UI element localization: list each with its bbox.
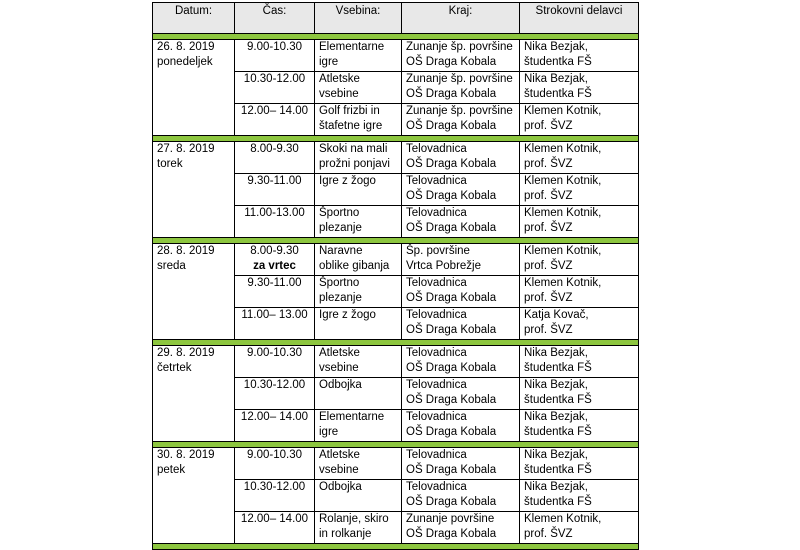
- cell-line: OŠ Draga Kobala: [406, 426, 497, 438]
- cell-line: Atletske: [319, 449, 360, 461]
- content-cell: [315, 72, 402, 104]
- time-note: za vrtec: [253, 260, 296, 272]
- cell-line: Zunanje šp. površine: [406, 41, 513, 53]
- staff-cell: [520, 206, 639, 238]
- date-cell: [153, 142, 235, 238]
- cell-line: študentka FŠ: [524, 88, 592, 100]
- content-cell: [315, 104, 402, 136]
- cell-line: Klemen Kotnik,: [524, 207, 602, 219]
- cell-line: Nika Bezjak,: [524, 411, 588, 423]
- cell-line: Telovadnica: [406, 277, 467, 289]
- cell-line: Telovadnica: [406, 411, 467, 423]
- cell-line: študentka FŠ: [524, 426, 592, 438]
- cell-line: vsebine: [319, 88, 359, 100]
- time-value: 9.00-10.30: [247, 41, 302, 53]
- cell-line: prof. ŠVZ: [524, 120, 573, 132]
- staff-cell: [520, 40, 639, 72]
- cell-line: plezanje: [319, 222, 362, 234]
- table-row: [153, 244, 639, 276]
- time-cell: [235, 40, 315, 72]
- time-value: 12.00– 14.00: [240, 105, 309, 117]
- date-cell: [153, 244, 235, 340]
- time-value: 12.00– 14.00: [240, 513, 309, 525]
- time-value: 12.00– 14.00: [240, 411, 309, 423]
- cell-line: Nika Bezjak,: [524, 41, 588, 53]
- content-cell: [315, 244, 402, 276]
- cell-line: prožni ponjavi: [319, 158, 390, 170]
- weekday-value: torek: [157, 158, 183, 170]
- staff-cell: [520, 410, 639, 442]
- cell-line: Nika Bezjak,: [524, 379, 588, 391]
- cell-line: in rolkanje: [319, 528, 372, 540]
- header-place: Kraj:: [402, 3, 520, 34]
- table-row: [153, 142, 639, 174]
- cell-line: študentka FŠ: [524, 496, 592, 508]
- header-row: [153, 3, 639, 34]
- place-cell: [402, 206, 520, 238]
- staff-cell: [520, 276, 639, 308]
- cell-line: Rolanje, skiro: [319, 513, 389, 525]
- staff-cell: [520, 308, 639, 340]
- cell-line: prof. ŠVZ: [524, 190, 573, 202]
- time-value: 11.00– 13.00: [241, 309, 308, 321]
- date-value: 27. 8. 2019: [157, 143, 215, 155]
- cell-line: Odbojka: [319, 481, 362, 493]
- cell-line: Športno: [319, 207, 360, 219]
- date-value: 29. 8. 2019: [157, 347, 215, 359]
- day-separator: [153, 544, 639, 550]
- cell-line: Klemen Kotnik,: [524, 175, 602, 187]
- time-cell: [235, 512, 315, 544]
- cell-line: prof. ŠVZ: [524, 222, 573, 234]
- time-value: 8.00-9.30: [250, 245, 299, 257]
- cell-line: Klemen Kotnik,: [524, 105, 602, 117]
- cell-line: Odbojka: [319, 379, 362, 391]
- content-cell: [315, 346, 402, 378]
- staff-cell: [520, 512, 639, 544]
- time-value: 10.30-12.00: [243, 379, 306, 391]
- time-cell: [235, 244, 315, 276]
- place-cell: [402, 346, 520, 378]
- cell-line: Telovadnica: [406, 143, 467, 155]
- time-cell: [235, 276, 315, 308]
- time-value: 11.00-13.00: [244, 207, 305, 219]
- date-value: 26. 8. 2019: [157, 41, 215, 53]
- time-value: 8.00-9.30: [250, 143, 299, 155]
- cell-line: OŠ Draga Kobala: [406, 292, 497, 304]
- time-value: 9.00-10.30: [247, 449, 302, 461]
- place-cell: [402, 378, 520, 410]
- cell-line: Elementarne: [319, 411, 385, 423]
- staff-cell: [520, 448, 639, 480]
- cell-line: Zunanje šp. površine: [406, 105, 513, 117]
- content-cell: [315, 174, 402, 206]
- cell-line: študentka FŠ: [524, 362, 592, 374]
- header-staff: Strokovni delavci: [520, 3, 639, 34]
- cell-line: Telovadnica: [406, 207, 467, 219]
- cell-line: Nika Bezjak,: [524, 73, 588, 85]
- cell-line: oblike gibanja: [319, 260, 390, 272]
- cell-line: Elementarne: [319, 41, 385, 53]
- content-cell: [315, 378, 402, 410]
- cell-line: igre: [319, 426, 339, 438]
- cell-line: Atletske: [319, 73, 360, 85]
- time-cell: [235, 410, 315, 442]
- cell-line: študentka FŠ: [524, 56, 592, 68]
- cell-line: Športno: [319, 277, 360, 289]
- cell-line: Nika Bezjak,: [524, 449, 588, 461]
- staff-cell: [520, 142, 639, 174]
- cell-line: Telovadnica: [406, 309, 467, 321]
- time-cell: [235, 206, 315, 238]
- weekday-value: ponedeljek: [157, 56, 213, 68]
- cell-line: OŠ Draga Kobala: [406, 324, 497, 336]
- cell-line: prof. ŠVZ: [524, 292, 573, 304]
- cell-line: študentka FŠ: [524, 394, 592, 406]
- cell-line: OŠ Draga Kobala: [406, 394, 497, 406]
- cell-line: Igre z žogo: [319, 175, 376, 187]
- cell-line: študentka FŠ: [524, 464, 592, 476]
- date-value: 30. 8. 2019: [157, 449, 215, 461]
- place-cell: [402, 276, 520, 308]
- time-cell: [235, 480, 315, 512]
- content-cell: [315, 448, 402, 480]
- cell-line: OŠ Draga Kobala: [406, 464, 497, 476]
- cell-line: Klemen Kotnik,: [524, 143, 602, 155]
- date-cell: [153, 346, 235, 442]
- time-value: 10.30-12.00: [243, 481, 306, 493]
- cell-line: Atletske: [319, 347, 360, 359]
- time-cell: [235, 448, 315, 480]
- place-cell: [402, 480, 520, 512]
- place-cell: [402, 40, 520, 72]
- cell-line: OŠ Draga Kobala: [406, 190, 497, 202]
- place-cell: [402, 104, 520, 136]
- content-cell: [315, 276, 402, 308]
- cell-line: Telovadnica: [406, 379, 467, 391]
- cell-line: OŠ Draga Kobala: [406, 528, 497, 540]
- date-cell: [153, 448, 235, 544]
- cell-line: vsebine: [319, 464, 359, 476]
- cell-line: Zunanje površine: [406, 513, 495, 525]
- time-cell: [235, 308, 315, 340]
- cell-line: Zunanje šp. površine: [406, 73, 513, 85]
- staff-cell: [520, 346, 639, 378]
- cell-line: Katja Kovač,: [524, 309, 589, 321]
- cell-line: prof. ŠVZ: [524, 528, 573, 540]
- cell-line: prof. ŠVZ: [524, 158, 573, 170]
- cell-line: OŠ Draga Kobala: [406, 56, 497, 68]
- cell-line: prof. ŠVZ: [524, 260, 573, 272]
- cell-line: Šp. površine: [406, 245, 470, 257]
- cell-line: OŠ Draga Kobala: [406, 88, 497, 100]
- cell-line: Klemen Kotnik,: [524, 277, 602, 289]
- staff-cell: [520, 244, 639, 276]
- schedule-body: [153, 34, 639, 550]
- cell-line: Telovadnica: [406, 481, 467, 493]
- content-cell: [315, 480, 402, 512]
- cell-line: Telovadnica: [406, 347, 467, 359]
- place-cell: [402, 244, 520, 276]
- cell-line: Nika Bezjak,: [524, 481, 588, 493]
- staff-cell: [520, 72, 639, 104]
- header-content: Vsebina:: [315, 3, 402, 34]
- place-cell: [402, 72, 520, 104]
- place-cell: [402, 448, 520, 480]
- content-cell: [315, 40, 402, 72]
- content-cell: [315, 410, 402, 442]
- place-cell: [402, 512, 520, 544]
- cell-line: igre: [319, 56, 339, 68]
- cell-line: Vrtca Pobrežje: [406, 260, 481, 272]
- header-time: Čas:: [235, 3, 315, 34]
- table-row: [153, 448, 639, 480]
- content-cell: [315, 142, 402, 174]
- staff-cell: [520, 480, 639, 512]
- cell-line: vsebine: [319, 362, 359, 374]
- staff-cell: [520, 174, 639, 206]
- date-cell: [153, 40, 235, 136]
- cell-line: plezanje: [319, 292, 362, 304]
- cell-line: OŠ Draga Kobala: [406, 362, 497, 374]
- time-cell: [235, 174, 315, 206]
- content-cell: [315, 206, 402, 238]
- schedule-table: [152, 2, 639, 550]
- place-cell: [402, 142, 520, 174]
- staff-cell: [520, 378, 639, 410]
- time-cell: [235, 72, 315, 104]
- place-cell: [402, 308, 520, 340]
- cell-line: Igre z žogo: [319, 309, 376, 321]
- content-cell: [315, 308, 402, 340]
- table-row: [153, 40, 639, 72]
- cell-line: Klemen Kotnik,: [524, 245, 602, 257]
- cell-line: Telovadnica: [406, 449, 467, 461]
- staff-cell: [520, 104, 639, 136]
- cell-line: Golf frizbi in: [319, 105, 380, 117]
- weekday-value: sreda: [157, 260, 186, 272]
- cell-line: OŠ Draga Kobala: [406, 120, 497, 132]
- place-cell: [402, 410, 520, 442]
- place-cell: [402, 174, 520, 206]
- cell-line: OŠ Draga Kobala: [406, 222, 497, 234]
- time-cell: [235, 104, 315, 136]
- cell-line: Klemen Kotnik,: [524, 513, 602, 525]
- cell-line: štafetne igre: [319, 120, 383, 132]
- time-value: 10.30-12.00: [243, 73, 306, 85]
- cell-line: OŠ Draga Kobala: [406, 496, 497, 508]
- time-value: 9.00-10.30: [247, 347, 302, 359]
- table-row: [153, 346, 639, 378]
- cell-line: Naravne: [319, 245, 363, 257]
- time-cell: [235, 378, 315, 410]
- cell-line: prof. ŠVZ: [524, 324, 573, 336]
- weekday-value: petek: [157, 464, 186, 476]
- time-cell: [235, 346, 315, 378]
- cell-line: Skoki na mali: [319, 143, 388, 155]
- header-date: Datum:: [153, 3, 235, 34]
- cell-line: Telovadnica: [406, 175, 467, 187]
- time-value: 9.30-11.00: [247, 277, 302, 289]
- weekday-value: četrtek: [157, 362, 192, 374]
- separator-bar: [153, 544, 639, 550]
- time-cell: [235, 142, 315, 174]
- date-value: 28. 8. 2019: [157, 245, 215, 257]
- time-value: 9.30-11.00: [247, 175, 302, 187]
- cell-line: OŠ Draga Kobala: [406, 158, 497, 170]
- cell-line: Nika Bezjak,: [524, 347, 588, 359]
- content-cell: [315, 512, 402, 544]
